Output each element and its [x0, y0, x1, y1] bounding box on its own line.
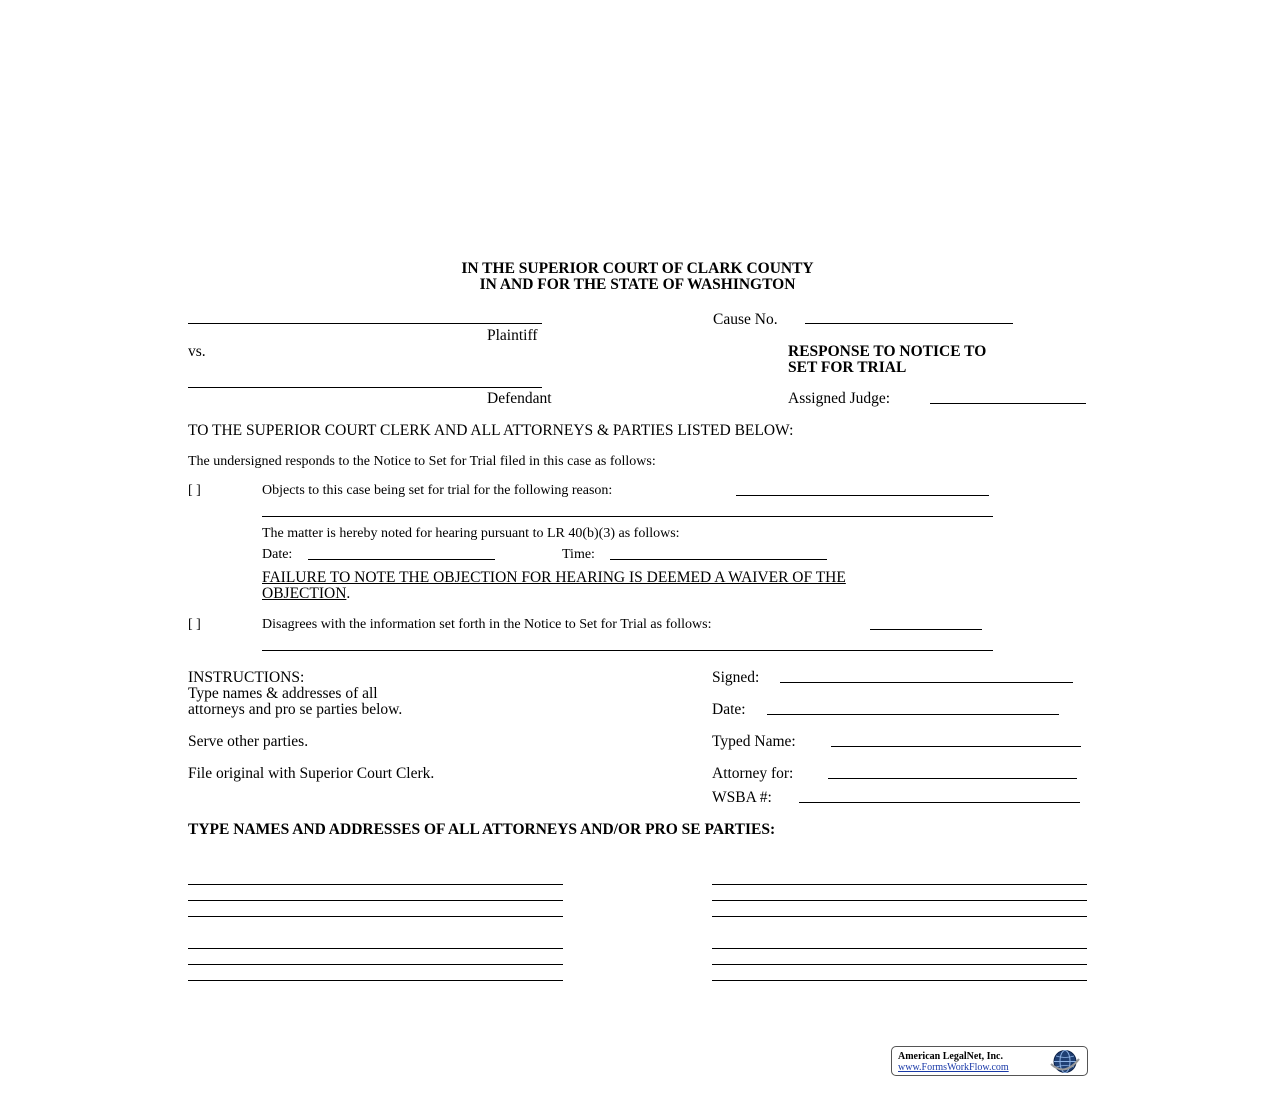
- cause-no-label: Cause No.: [713, 311, 778, 328]
- signature-line[interactable]: [780, 682, 1073, 683]
- typed-name-line[interactable]: [831, 746, 1081, 747]
- plaintiff-label: Plaintiff: [487, 327, 538, 344]
- wsba-line[interactable]: [799, 802, 1080, 803]
- hearing-note: The matter is hereby noted for hearing pursuant to LR 40(b)(3) as follows:: [262, 526, 680, 541]
- defendant-label: Defendant: [487, 390, 552, 407]
- objection-checkbox[interactable]: [ ]: [188, 483, 201, 498]
- footer-company-name: American LegalNet, Inc.: [898, 1051, 1003, 1062]
- vs-label: vs.: [188, 343, 206, 360]
- hearing-time-label: Time:: [562, 547, 595, 562]
- attorney-for-label: Attorney for:: [712, 765, 794, 782]
- disagree-option-text: Disagrees with the information set forth in the Notice to Set for Trial as follows:: [262, 617, 712, 632]
- footer-logo[interactable]: [891, 1046, 1088, 1076]
- waiver-warning-line1: FAILURE TO NOTE THE OBJECTION FOR HEARING IS DEEMED A WAIVER OF THE: [262, 569, 846, 586]
- hearing-date-label: Date:: [262, 547, 293, 562]
- instructions-serve: Serve other parties.: [188, 733, 309, 750]
- instructions-file: File original with Superior Court Clerk.: [188, 765, 435, 782]
- hearing-time-line[interactable]: [610, 559, 827, 560]
- party-left-line[interactable]: [188, 916, 563, 917]
- plaintiff-name-line[interactable]: [188, 323, 542, 324]
- party-right-line[interactable]: [712, 980, 1087, 981]
- assigned-judge-label: Assigned Judge:: [788, 390, 891, 407]
- party-left-line[interactable]: [188, 964, 563, 965]
- document-title-line2: SET FOR TRIAL: [788, 359, 907, 376]
- party-left-line[interactable]: [188, 948, 563, 949]
- court-title-line2: IN AND FOR THE STATE OF WASHINGTON: [479, 276, 796, 293]
- typed-name-label: Typed Name:: [712, 733, 796, 750]
- waiver-warning-objection: OBJECTION: [262, 585, 347, 602]
- waiver-warning-period: .: [346, 585, 351, 602]
- footer-url-link[interactable]: www.FormsWorkFlow.com: [898, 1062, 1009, 1073]
- signed-label: Signed:: [712, 669, 760, 686]
- court-title-line1: IN THE SUPERIOR COURT OF CLARK COUNTY: [461, 260, 814, 277]
- objection-reason-line2[interactable]: [262, 516, 993, 517]
- parties-heading: TYPE NAMES AND ADDRESSES OF ALL ATTORNEYS AND/OR PRO SE PARTIES:: [188, 821, 776, 838]
- signature-date-line[interactable]: [767, 714, 1059, 715]
- assigned-judge-line[interactable]: [930, 403, 1086, 404]
- defendant-name-line[interactable]: [188, 387, 542, 388]
- objection-reason-line1[interactable]: [736, 495, 989, 496]
- intro-text: The undersigned responds to the Notice to Set for Trial filed in this case as follows:: [188, 454, 656, 469]
- party-left-line[interactable]: [188, 900, 563, 901]
- party-right-line[interactable]: [712, 948, 1087, 949]
- disagree-details-line1[interactable]: [870, 629, 982, 630]
- waiver-warning-line2: [262, 586, 350, 602]
- document-title-line1: RESPONSE TO NOTICE TO: [788, 343, 987, 360]
- salutation: TO THE SUPERIOR COURT CLERK AND ALL ATTORNEYS & PARTIES LISTED BELOW:: [188, 422, 794, 439]
- party-left-line[interactable]: [188, 980, 563, 981]
- signature-date-label: Date:: [712, 701, 746, 718]
- attorney-for-line[interactable]: [828, 778, 1077, 779]
- instructions-heading: INSTRUCTIONS:: [188, 669, 305, 686]
- instructions-line2: attorneys and pro se parties below.: [188, 701, 403, 718]
- disagree-checkbox[interactable]: [ ]: [188, 617, 201, 632]
- wsba-label: WSBA #:: [712, 789, 772, 806]
- party-right-line[interactable]: [712, 884, 1087, 885]
- party-left-line[interactable]: [188, 884, 563, 885]
- cause-no-line[interactable]: [805, 323, 1013, 324]
- party-right-line[interactable]: [712, 900, 1087, 901]
- party-right-line[interactable]: [712, 916, 1087, 917]
- party-right-line[interactable]: [712, 964, 1087, 965]
- objection-option-text: Objects to this case being set for trial for the following reason:: [262, 483, 613, 498]
- globe-icon: [1048, 1049, 1082, 1074]
- hearing-date-line[interactable]: [308, 559, 495, 560]
- disagree-details-line2[interactable]: [262, 650, 993, 651]
- instructions-line1: Type names & addresses of all: [188, 685, 378, 702]
